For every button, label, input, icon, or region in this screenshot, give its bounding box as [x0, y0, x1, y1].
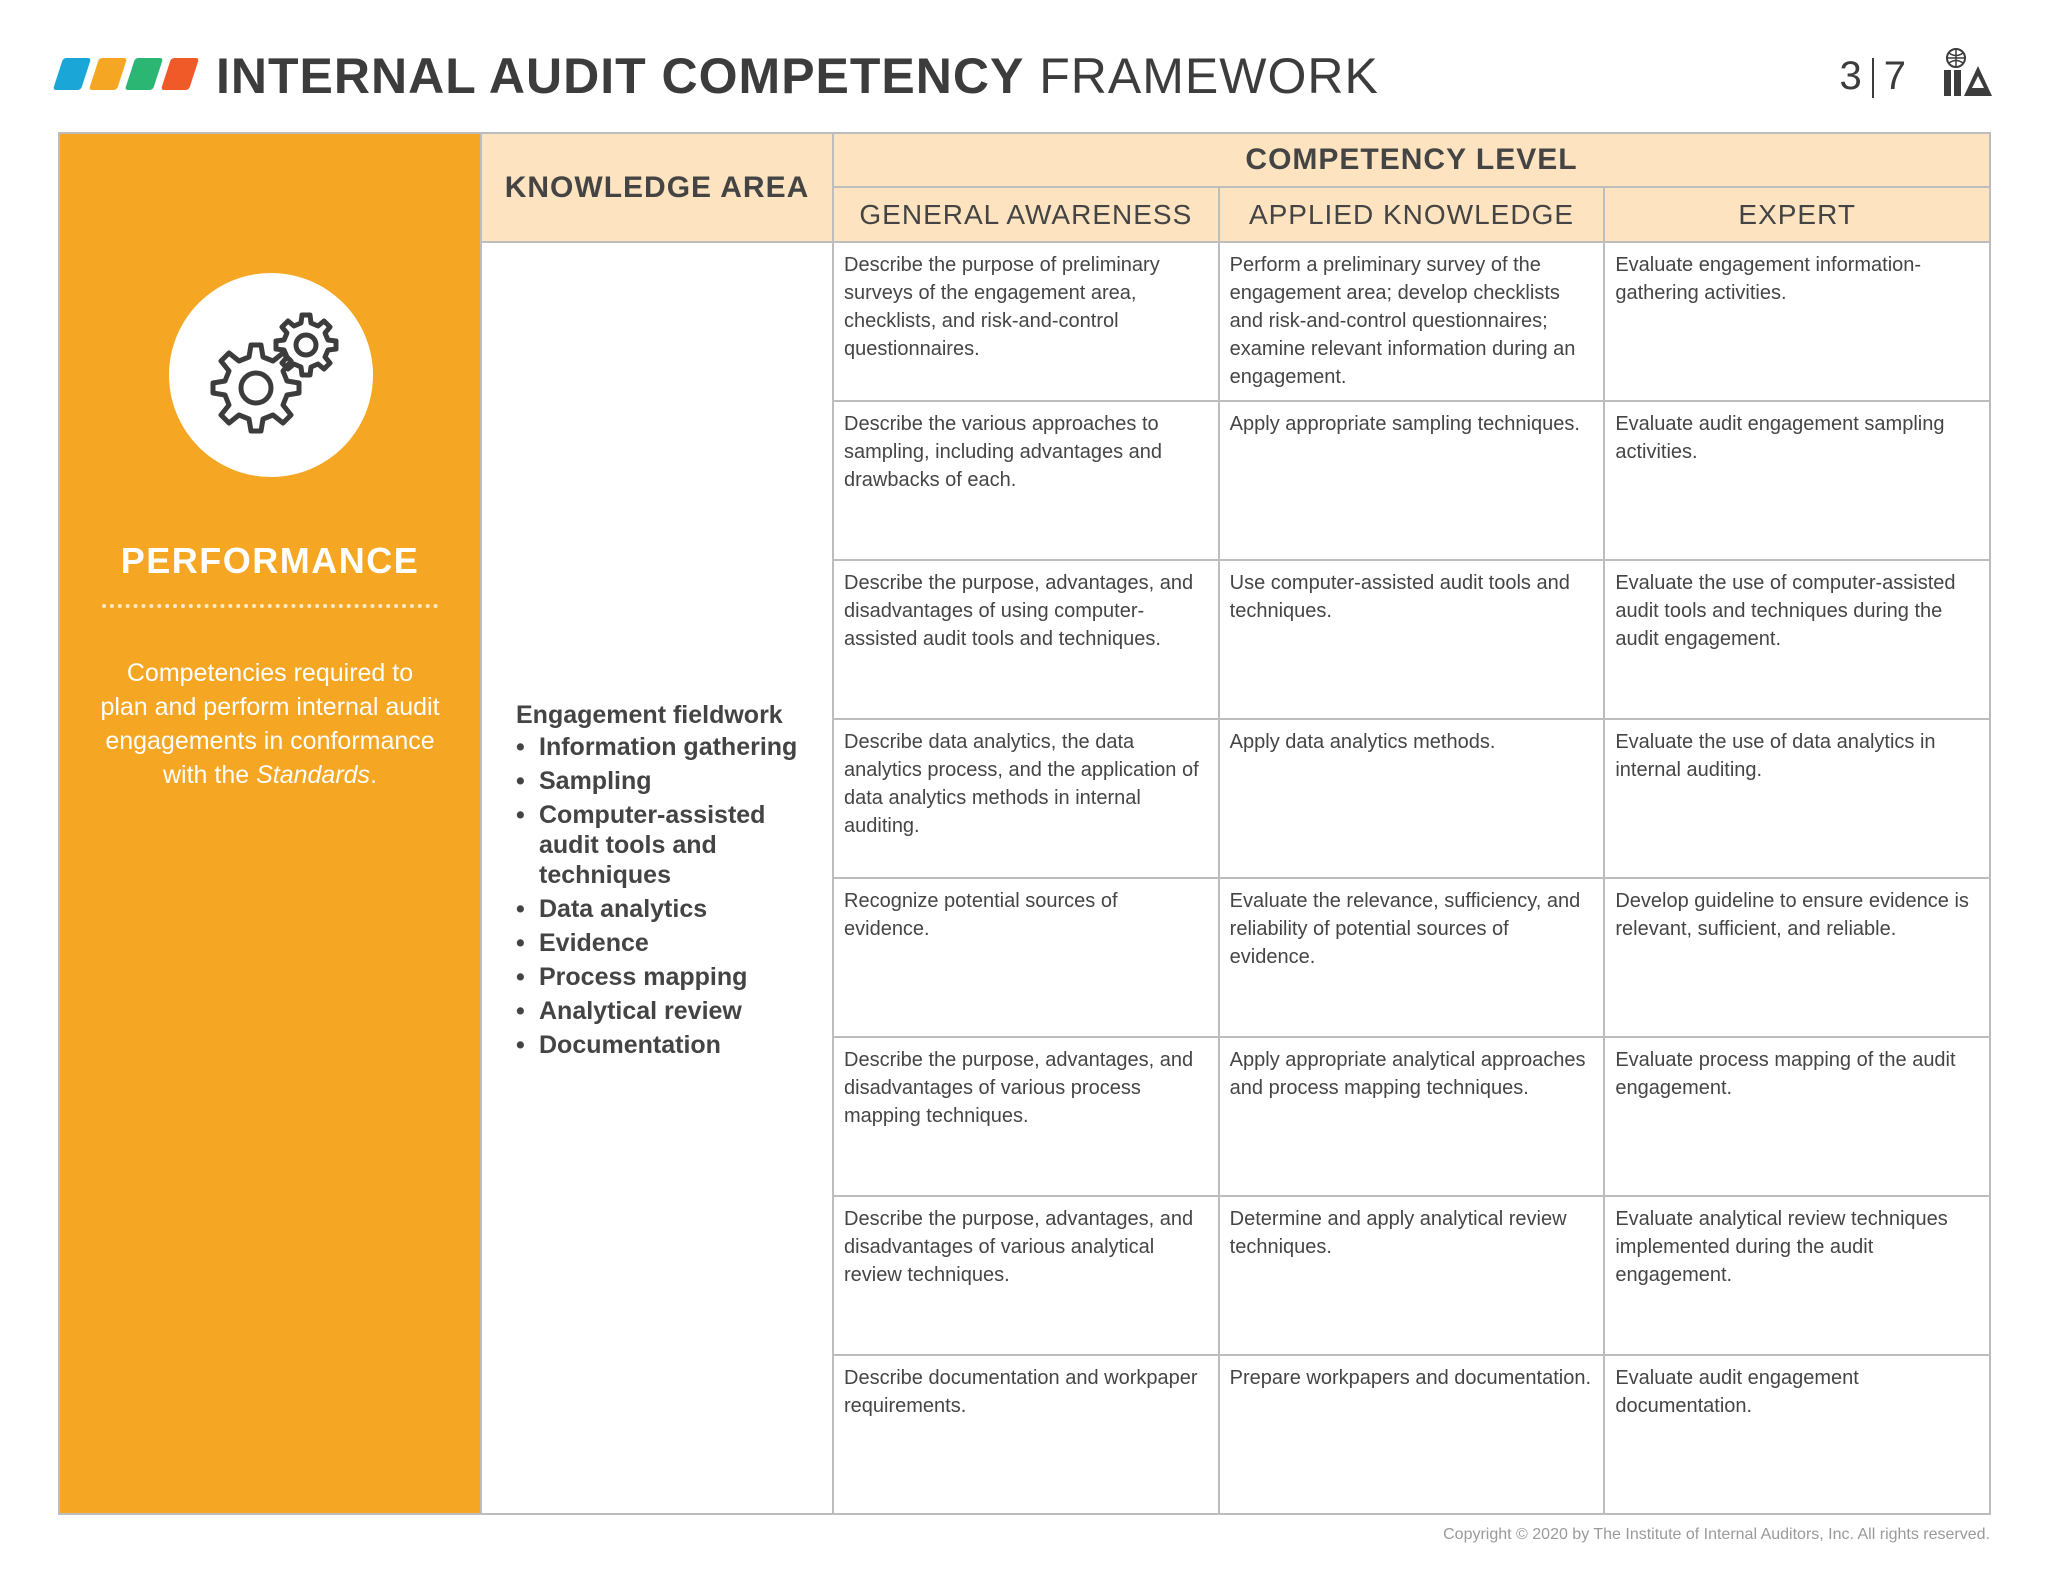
knowledge-area-column — [480, 134, 834, 1513]
stripe-green — [125, 58, 163, 90]
knowledge-area-title: Engagement fieldwork — [516, 701, 783, 729]
gears-icon — [191, 295, 351, 455]
list-item: • Information gathering — [516, 732, 816, 762]
list-item: • Computer-assisted audit tools and techniques — [516, 800, 816, 890]
table-cell: Apply appropriate sampling techniques. — [1218, 402, 1604, 559]
description-text: Competencies required to plan and perform internal audit engagements in conformance with the — [100, 659, 440, 789]
table-cell: Describe the various approaches to sampling, including advantages and drawbacks of each. — [844, 413, 1162, 491]
table-cell: Describe the purpose, advantages, and disadvantages of various process mapping techniques. — [844, 1049, 1194, 1127]
section-description — [100, 656, 440, 792]
table-cell: Describe the purpose, advantages, and disadvantages of using computer-assisted audit tools and techniques. — [844, 572, 1194, 650]
table-cell: Describe the purpose of preliminary surveys of the engagement area, checklists, and risk-and-control questionnaires. — [844, 254, 1160, 360]
table-cell: Use computer-assisted audit tools and techniques. — [1218, 561, 1604, 718]
page-title-light: FRAMEWORK — [1039, 48, 1379, 104]
table-row — [834, 1038, 1989, 1197]
page-title — [216, 48, 1379, 104]
level-header-row — [834, 188, 1989, 243]
competency-grid — [834, 243, 1989, 1513]
framework-table — [58, 132, 1991, 1515]
table-cell: Apply data analytics methods. — [1218, 720, 1604, 877]
list-item: • Analytical review — [516, 996, 816, 1026]
performance-panel — [60, 134, 480, 1513]
description-suffix: . — [370, 761, 378, 789]
competency-level-header: COMPETENCY LEVEL — [834, 134, 1989, 188]
page-header — [58, 48, 1998, 104]
page-total: 7 — [1883, 54, 1906, 98]
table-cell: Evaluate the relevance, sufficiency, and reliability of potential sources of evidence. — [1218, 879, 1604, 1036]
list-item: • Data analytics — [516, 894, 816, 924]
page-current: 3 — [1839, 54, 1862, 98]
table-cell: Perform a preliminary survey of the engagement area; develop checklists and risk-and-control questionnaires; examine relevant information during an engagement. — [1218, 243, 1604, 400]
table-cell: Evaluate audit engagement documentation. — [1603, 1356, 1989, 1513]
table-cell: Apply appropriate analytical approaches and process mapping techniques. — [1218, 1038, 1604, 1195]
level-expert: EXPERT — [1603, 188, 1989, 241]
table-cell: Determine and apply analytical review techniques. — [1218, 1197, 1604, 1354]
brand-stripes — [58, 58, 198, 90]
page-title-bold: INTERNAL AUDIT COMPETENCY — [216, 48, 1025, 104]
knowledge-area-header: KNOWLEDGE AREA — [482, 134, 832, 243]
table-cell: Evaluate engagement information-gathering activities. — [1603, 243, 1989, 400]
table-cell: Describe documentation and workpaper requirements. — [844, 1367, 1198, 1417]
table-cell: Evaluate the use of computer-assisted audit tools and techniques during the audit engagement. — [1603, 561, 1989, 718]
table-row — [834, 1356, 1989, 1513]
iia-logo-icon — [1940, 48, 1998, 98]
level-general-awareness: GENERAL AWARENESS — [859, 198, 1193, 230]
page-separator — [1872, 58, 1874, 98]
table-cell: Evaluate the use of data analytics in internal auditing. — [1603, 720, 1989, 877]
table-cell: Evaluate analytical review techniques implemented during the audit engagement. — [1603, 1197, 1989, 1354]
table-row — [834, 243, 1989, 402]
knowledge-area-body — [516, 698, 816, 1064]
table-cell: Evaluate process mapping of the audit engagement. — [1603, 1038, 1989, 1195]
table-cell: Prepare workpapers and documentation. — [1218, 1356, 1604, 1513]
table-row — [834, 879, 1989, 1038]
table-cell: Recognize potential sources of evidence. — [844, 890, 1118, 940]
list-item: • Evidence — [516, 928, 816, 958]
table-row — [834, 561, 1989, 720]
dotted-divider — [102, 604, 438, 608]
table-row — [834, 402, 1989, 561]
table-cell: Describe the purpose, advantages, and disadvantages of various analytical review techniques. — [844, 1208, 1194, 1286]
copyright-notice: Copyright © 2020 by The Institute of Internal Auditors, Inc. All rights reserved. — [1443, 1526, 1990, 1543]
list-item: • Process mapping — [516, 962, 816, 992]
gears-badge — [169, 273, 373, 477]
table-cell: Describe data analytics, the data analytics process, and the application of data analytics methods in internal auditing. — [844, 731, 1199, 837]
list-item: • Documentation — [516, 1030, 816, 1060]
stripe-red — [161, 58, 199, 90]
competency-level-section — [834, 134, 1989, 1513]
table-cell: Develop guideline to ensure evidence is relevant, sufficient, and reliable. — [1603, 879, 1989, 1036]
level-applied-knowledge: APPLIED KNOWLEDGE — [1218, 188, 1604, 241]
table-row — [834, 1197, 1989, 1356]
list-item: • Sampling — [516, 766, 816, 796]
knowledge-area-list — [516, 732, 816, 1060]
stripe-blue — [53, 58, 91, 90]
description-italic: Standards — [256, 761, 371, 789]
table-cell: Evaluate audit engagement sampling activities. — [1603, 402, 1989, 559]
stripe-orange — [89, 58, 127, 90]
page-number — [1840, 54, 1907, 98]
table-row — [834, 720, 1989, 879]
section-title: PERFORMANCE — [120, 540, 420, 581]
